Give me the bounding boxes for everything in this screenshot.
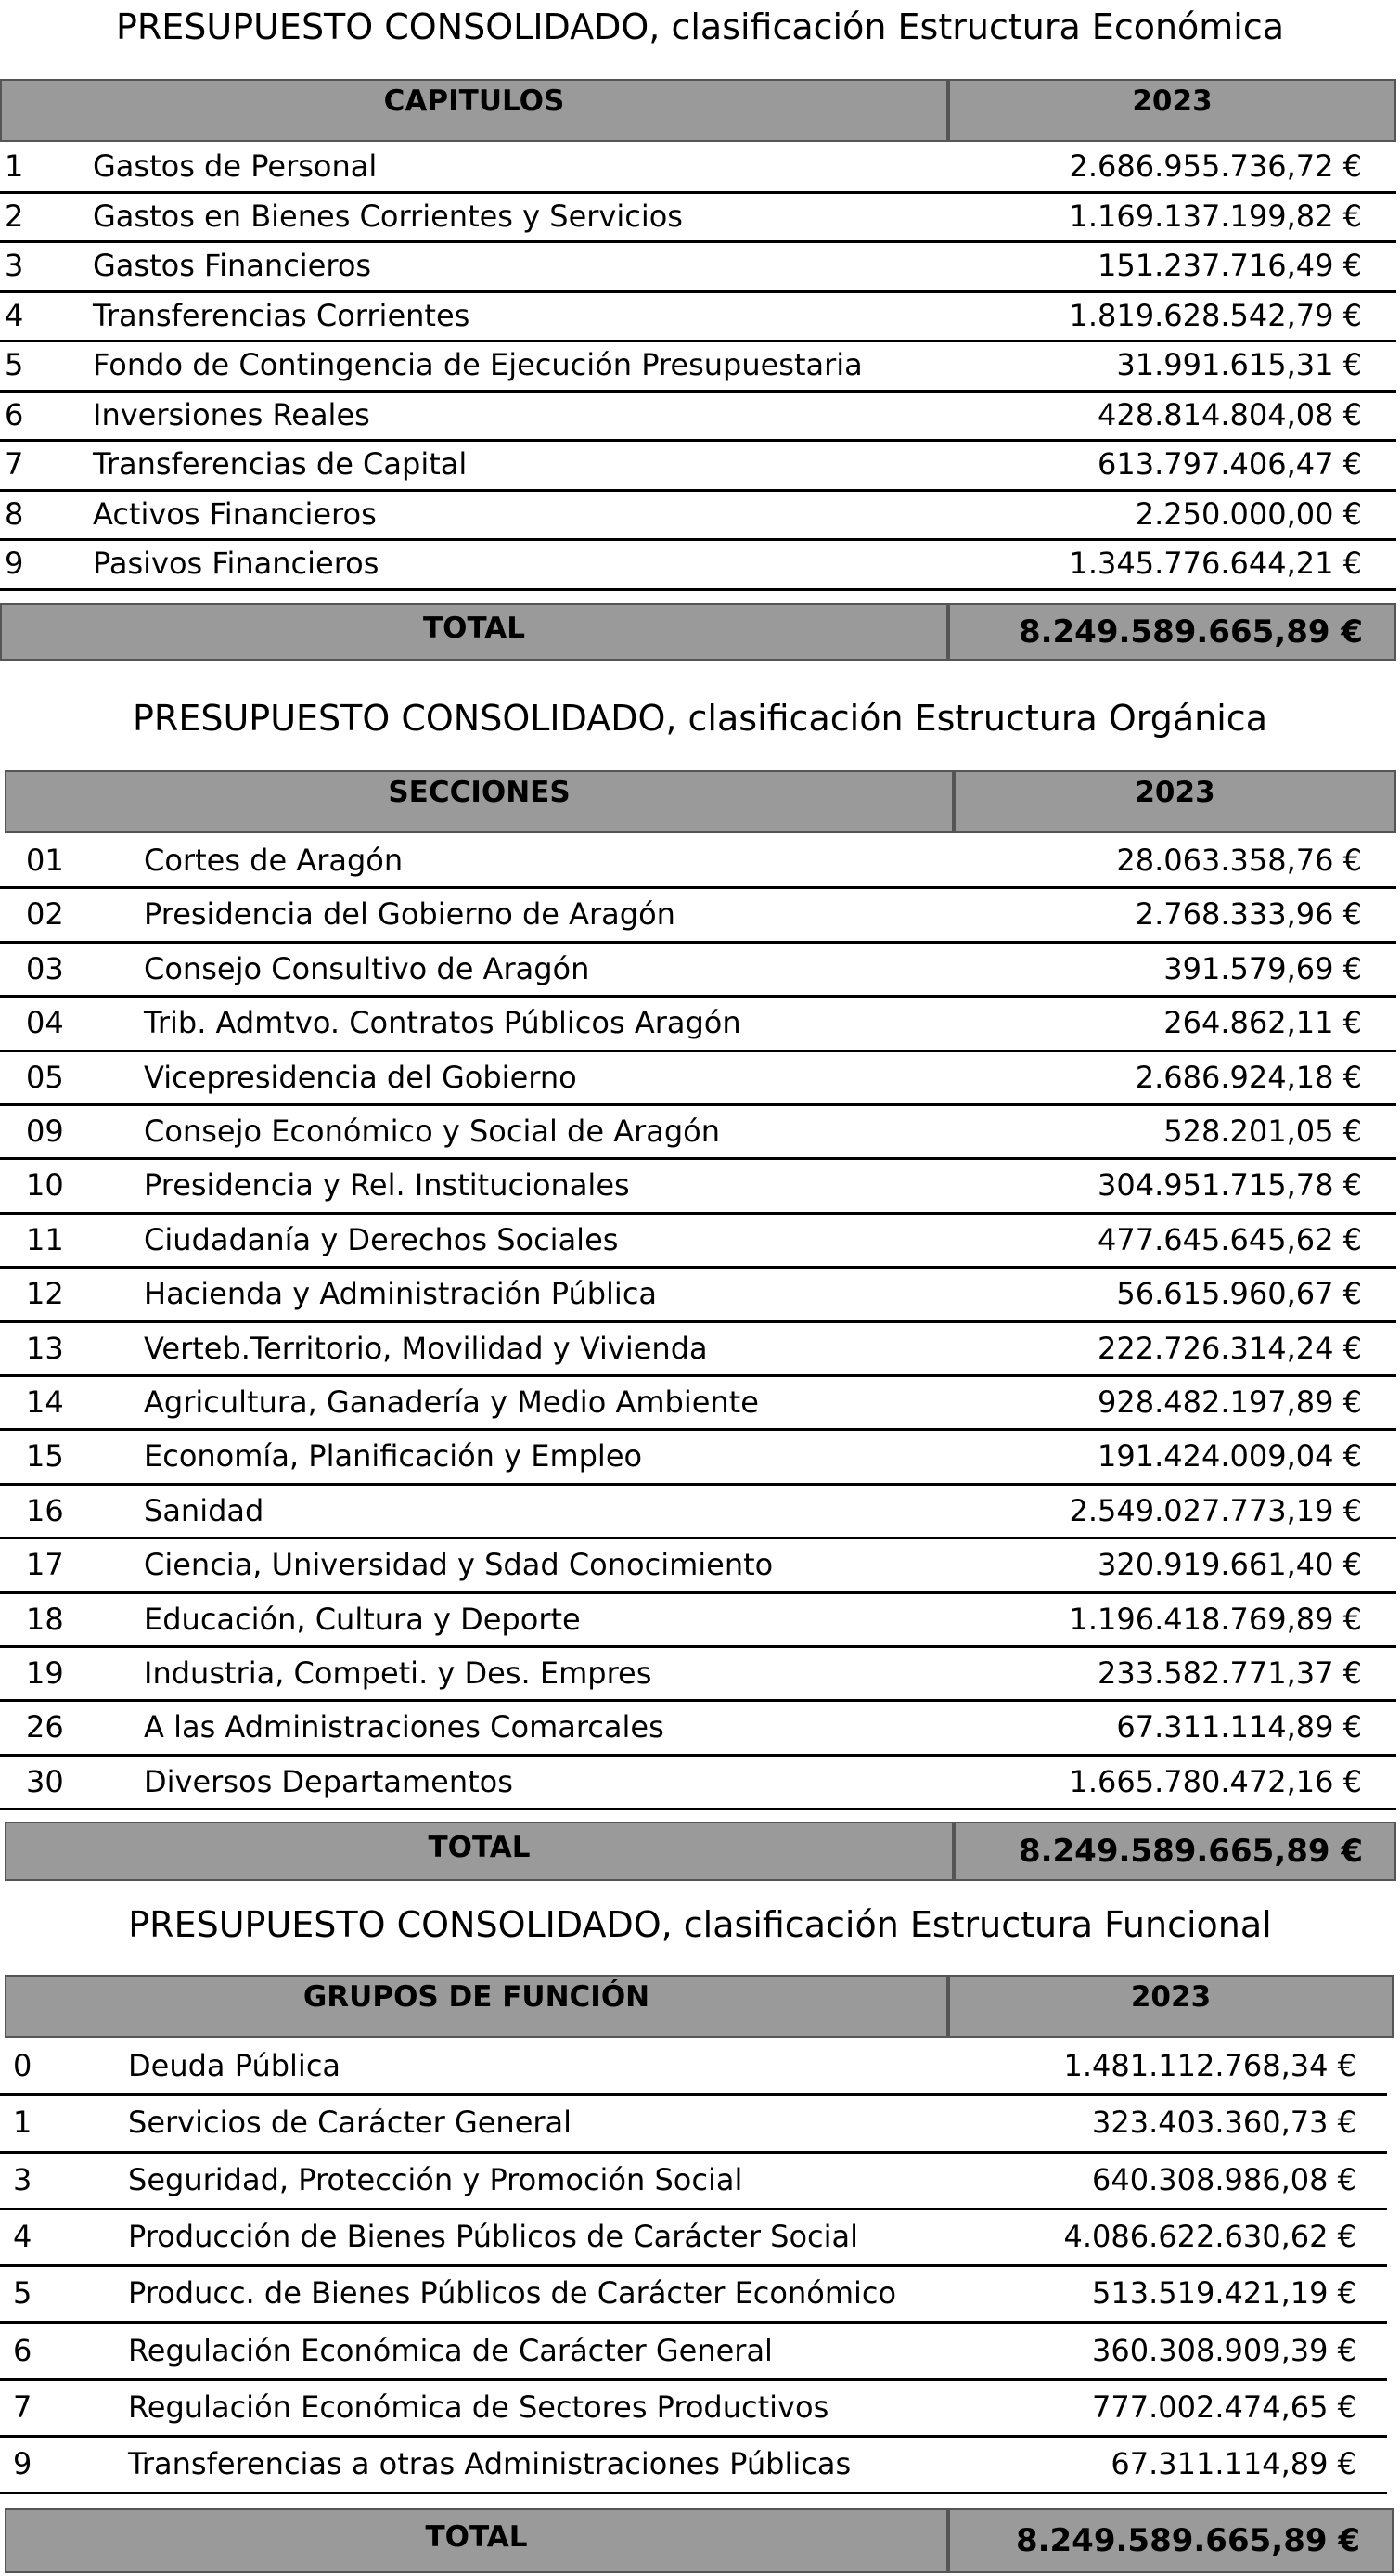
row-amount: 613.797.406,47 € [1098,446,1362,482]
row-code: 01 [26,843,64,878]
row-name: Agricultura, Ganadería y Medio Ambiente [144,1385,759,1420]
row-name: Seguridad, Protección y Promoción Social [128,2161,743,2197]
row-amount: 777.002.474,65 € [1092,2389,1356,2425]
table-row [0,1486,1396,1539]
row-name: A las Administraciones Comarcales [144,1709,664,1745]
row-name: Gastos en Bienes Corrientes y Servicios [93,198,683,234]
row-amount: 323.403.360,73 € [1092,2105,1356,2141]
row-name: Regulación Económica de Carácter General [128,2332,773,2368]
row-name: Sanidad [144,1492,264,1528]
row-amount: 1.481.112.768,34 € [1063,2048,1356,2083]
table-row [0,1106,1396,1160]
row-name: Gastos de Personal [93,148,378,184]
row-name: Activos Financieros [93,496,377,532]
row-code: 16 [26,1492,64,1528]
row-code: 1 [13,2105,32,2141]
table-header-label: CAPITULOS [0,79,948,142]
row-code: 9 [13,2446,32,2482]
table-row [0,1431,1396,1485]
row-amount: 320.919.661,40 € [1098,1547,1362,1583]
row-code: 11 [26,1221,64,1257]
row-name: Deuda Pública [128,2048,341,2083]
row-code: 5 [5,347,24,382]
row-code: 3 [5,248,24,283]
row-name: Pasivos Financieros [93,546,379,581]
section-title: PRESUPUESTO CONSOLIDADO, clasificación Estructura Económica [115,6,1285,47]
table-row [0,1215,1396,1269]
table-header-year: 2023 [948,1975,1394,2038]
table-row [0,1377,1396,1431]
row-amount: 1.345.776.644,21 € [1069,546,1362,581]
table-row [0,2040,1387,2096]
row-code: 30 [26,1763,64,1799]
row-code: 6 [13,2332,32,2368]
table-row [0,144,1396,194]
table-row [0,1160,1396,1214]
table-row [0,2096,1387,2153]
row-name: Trib. Admtvo. Contratos Públicos Aragón [144,1005,741,1041]
row-code: 13 [26,1330,64,1366]
row-name: Consejo Consultivo de Aragón [144,950,590,986]
row-code: 05 [26,1059,64,1095]
row-amount: 1.819.628.542,79 € [1069,297,1362,333]
row-name: Educación, Cultura y Deporte [144,1601,581,1637]
row-amount: 528.201,05 € [1163,1114,1362,1149]
row-code: 8 [5,496,24,532]
row-code: 18 [26,1601,64,1637]
table-row [0,243,1396,293]
row-amount: 1.665.780.472,16 € [1069,1763,1362,1799]
row-code: 4 [5,297,24,333]
row-code: 7 [13,2389,32,2425]
row-code: 14 [26,1385,64,1420]
row-name: Economía, Planificación y Empleo [144,1438,643,1475]
row-amount: 513.519.421,19 € [1092,2275,1356,2312]
row-amount: 360.308.909,39 € [1092,2332,1356,2368]
row-name: Verteb.Territorio, Movilidad y Vivienda [144,1330,708,1366]
row-amount: 28.063.358,76 € [1116,843,1362,878]
row-name: Presidencia y Rel. Institucionales [144,1167,630,1204]
row-code: 12 [26,1276,64,1312]
row-code: 19 [26,1655,64,1691]
table-row [0,1594,1396,1648]
row-name: Hacienda y Administración Pública [144,1276,658,1312]
row-name: Vicepresidencia del Gobierno [144,1059,577,1095]
total-amount: 8.249.589.665,89 € [948,603,1396,661]
row-name: Fondo de Contingencia de Ejecución Presupuestaria [93,347,863,382]
table-row [0,889,1396,943]
row-amount: 67.311.114,89 € [1116,1709,1362,1745]
row-amount: 56.615.960,67 € [1116,1276,1362,1312]
row-code: 26 [26,1709,64,1745]
row-amount: 428.814.804,08 € [1098,396,1362,432]
table-row [0,2438,1387,2494]
row-amount: 2.686.955.736,72 € [1069,148,1362,184]
table-header-label: GRUPOS DE FUNCIÓN [5,1975,948,2038]
table-header-year: 2023 [948,79,1396,142]
row-amount: 233.582.771,37 € [1098,1655,1362,1691]
table-row [0,442,1396,492]
row-code: 7 [5,446,24,482]
table-row [0,492,1396,542]
row-code: 17 [26,1547,64,1583]
row-code: 02 [26,896,64,933]
row-name: Producc. de Bienes Públicos de Carácter Económico [128,2275,897,2312]
row-name: Consejo Económico y Social de Aragón [144,1114,721,1149]
row-code: 1 [5,148,24,184]
total-label: TOTAL [5,1822,954,1881]
row-name: Industria, Competi. y Des. Empres [144,1655,652,1691]
row-name: Servicios de Carácter General [128,2105,572,2141]
row-amount: 31.991.615,31 € [1116,347,1362,382]
table-row [0,2381,1387,2438]
table-row [0,194,1396,244]
row-name: Transferencias a otras Administraciones Públicas [128,2446,852,2482]
total-label: TOTAL [0,603,948,661]
table-row [0,1702,1396,1756]
row-name: Presidencia del Gobierno de Aragón [144,896,675,933]
section-title: PRESUPUESTO CONSOLIDADO, clasificación Estructura Orgánica [133,698,1267,739]
row-name: Gastos Financieros [93,248,372,283]
row-code: 10 [26,1167,64,1204]
row-code: 04 [26,1005,64,1041]
row-name: Diversos Departamentos [144,1763,513,1799]
row-amount: 2.686.924,18 € [1135,1059,1362,1095]
total-label: TOTAL [5,2508,948,2573]
row-name: Ciencia, Universidad y Sdad Conocimiento [144,1547,774,1583]
table-row [0,1323,1396,1377]
row-amount: 1.196.418.769,89 € [1069,1601,1362,1637]
row-amount: 2.250.000,00 € [1135,496,1362,532]
row-code: 3 [13,2161,32,2197]
row-amount: 1.169.137.199,82 € [1069,198,1362,234]
table-row [0,835,1396,889]
table-row [0,293,1396,343]
row-name: Transferencias Corrientes [93,297,470,333]
row-name: Inversiones Reales [93,396,370,432]
row-name: Ciudadanía y Derechos Sociales [144,1221,619,1257]
table-row [0,2154,1387,2210]
row-name: Regulación Económica de Sectores Productivos [128,2389,829,2425]
row-amount: 191.424.009,04 € [1098,1438,1362,1475]
table-row [0,1757,1396,1810]
table-row [0,1052,1396,1106]
row-amount: 222.726.314,24 € [1098,1330,1362,1366]
table-row [0,1269,1396,1322]
table-row [0,2210,1387,2267]
row-amount: 640.308.986,08 € [1092,2161,1356,2197]
total-amount: 8.249.589.665,89 € [954,1822,1396,1881]
row-code: 6 [5,396,24,432]
row-code: 5 [13,2275,32,2312]
row-code: 03 [26,950,64,986]
table-row [0,1648,1396,1702]
row-code: 0 [13,2048,32,2083]
row-code: 09 [26,1114,64,1149]
row-amount: 2.549.027.773,19 € [1069,1492,1362,1528]
table-row [0,342,1396,393]
table-row [0,541,1396,591]
row-amount: 2.768.333,96 € [1135,896,1362,933]
table-header-label: SECCIONES [5,770,954,833]
row-amount: 264.862,11 € [1163,1005,1362,1041]
row-amount: 4.086.622.630,62 € [1063,2218,1356,2254]
table-row [0,998,1396,1051]
table-row [0,2325,1387,2381]
row-code: 15 [26,1438,64,1475]
table-row [0,393,1396,443]
table-row [0,1539,1396,1593]
total-amount: 8.249.589.665,89 € [948,2508,1394,2573]
section-title: PRESUPUESTO CONSOLIDADO, clasificación Estructura Funcional [128,1904,1272,1945]
row-amount: 304.951.715,78 € [1098,1167,1362,1204]
table-row [0,944,1396,998]
table-header-year: 2023 [954,770,1396,833]
row-amount: 477.645.645,62 € [1098,1221,1362,1257]
row-amount: 151.237.716,49 € [1098,248,1362,283]
row-amount: 928.482.197,89 € [1098,1385,1362,1420]
row-name: Cortes de Aragón [144,843,404,878]
row-code: 2 [5,198,24,234]
row-code: 4 [13,2218,32,2254]
row-amount: 67.311.114,89 € [1111,2446,1356,2482]
table-row [0,2267,1387,2324]
row-code: 9 [5,546,24,581]
row-name: Transferencias de Capital [93,446,468,482]
row-amount: 391.579,69 € [1163,950,1362,986]
row-name: Producción de Bienes Públicos de Carácter Social [128,2218,859,2254]
